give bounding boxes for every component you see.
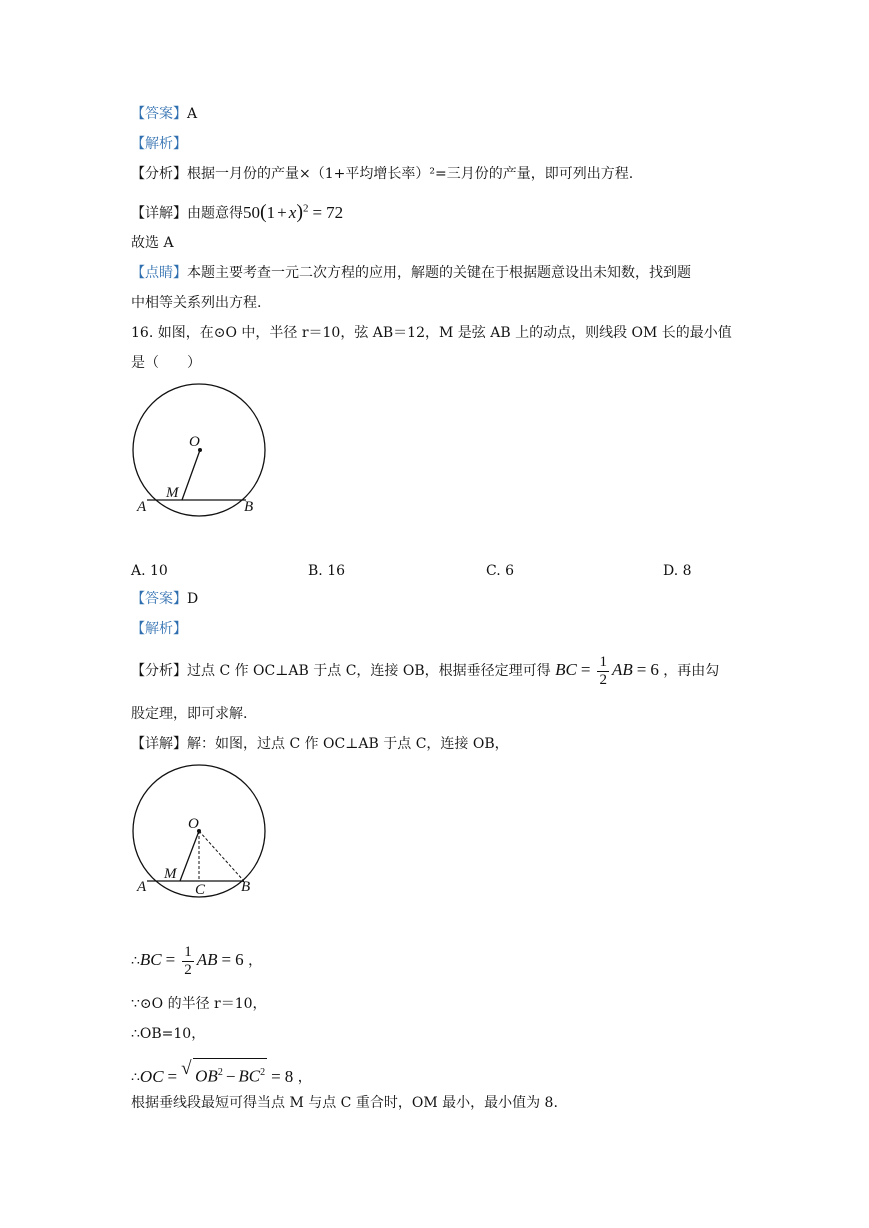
- label-b: B: [244, 499, 254, 515]
- fenxi-text: 过点 C 作 OC⊥AB 于点 C，连接 OB，根据垂径定理可得: [187, 663, 551, 679]
- analysis-tag: 【解析】: [131, 136, 187, 152]
- answer-tag: 【答案】: [131, 106, 187, 122]
- q15-answer-line: [131, 104, 197, 124]
- fenxi-after: ，再由勾: [663, 663, 720, 679]
- fenxi-tag: 【分析】: [131, 166, 187, 182]
- option-a: A. 10: [131, 563, 168, 579]
- dianjing-tag: 【点睛】: [131, 265, 187, 281]
- answer-value: A: [187, 106, 198, 122]
- step4-line: ∴OC = √ $OB^2 - BC^2 = 8$ ，: [131, 1058, 312, 1091]
- xiangjie-text: 由题意得: [187, 205, 243, 222]
- figure-circle-chord: [128, 378, 278, 526]
- fenxi-tag: 【分析】: [131, 663, 187, 679]
- answer-value: D: [187, 591, 199, 607]
- dianjing-text: 本题主要考查一元二次方程的应用，解题的关键在于根据题意设出未知数，找到题: [187, 265, 691, 281]
- option-b: B. 16: [308, 563, 346, 579]
- figure-solution: [128, 759, 278, 907]
- q15-xiangjie-line: [131, 198, 343, 224]
- label-o: O: [189, 434, 200, 450]
- label-a: A: [137, 499, 147, 515]
- q16-xiangjie-line: [131, 734, 509, 754]
- xiangjie-tag: 【详解】: [131, 736, 187, 752]
- q15-dianjing-line2: 中相等关系列出方程.: [131, 295, 262, 311]
- q15-choose-line: 故选 A: [131, 235, 174, 251]
- q16-fenxi-line: [131, 651, 719, 690]
- segment-om: [180, 831, 199, 881]
- step2-line: ∵⊙O 的半径 r＝10，: [131, 996, 267, 1012]
- label-m: M: [166, 485, 179, 501]
- conclusion-line: 根据垂线段最短可得当点 M 与点 C 重合时，OM 最小，最小值为 8.: [131, 1095, 558, 1111]
- step3-line: ∴OB=10，: [131, 1026, 206, 1042]
- q15-fenxi-line: [131, 164, 633, 184]
- q16-stem-line2: 是（ ）: [131, 355, 201, 371]
- label-b: B: [241, 879, 251, 895]
- label-o: O: [188, 816, 199, 832]
- option-d: D. 8: [663, 563, 692, 579]
- option-c: C. 6: [486, 563, 515, 579]
- analysis-tag: 【解析】: [131, 621, 187, 637]
- q16-analysis-heading: [131, 619, 187, 639]
- label-a: A: [137, 879, 147, 895]
- xiangjie-text: 解：如图，过点 C 作 OC⊥AB 于点 C，连接 OB，: [187, 736, 509, 752]
- segment-om: [182, 450, 200, 500]
- q16-fenxi-line2: 股定理，即可求解.: [131, 706, 248, 722]
- fenxi-formula: BC = $\frac{1}{2}$ AB = 6: [555, 653, 659, 688]
- fenxi-text: 根据一月份的产量×（1+平均增长率）²=三月份的产量，即可列出方程.: [187, 166, 634, 182]
- answer-tag: 【答案】: [131, 591, 187, 607]
- q15-dianjing-line1: [131, 263, 691, 283]
- label-c: C: [195, 882, 206, 898]
- q16-stem-line1: 16. 如图，在⊙O 中，半径 r＝10，弦 AB＝12，M 是弦 AB 上的动点，则线段 OM 长的最小值: [131, 325, 732, 341]
- q15-analysis-heading: [131, 134, 187, 154]
- label-m: M: [164, 866, 177, 882]
- q16-answer-line: [131, 589, 198, 609]
- equation: $50(1 + x)^2 = 72$: [243, 200, 344, 223]
- step1-line: ∴BC = $\frac{1}{2}$ AB = 6 ，: [131, 943, 263, 978]
- xiangjie-tag: 【详解】: [131, 205, 187, 222]
- segment-ob-dashed: [199, 831, 243, 880]
